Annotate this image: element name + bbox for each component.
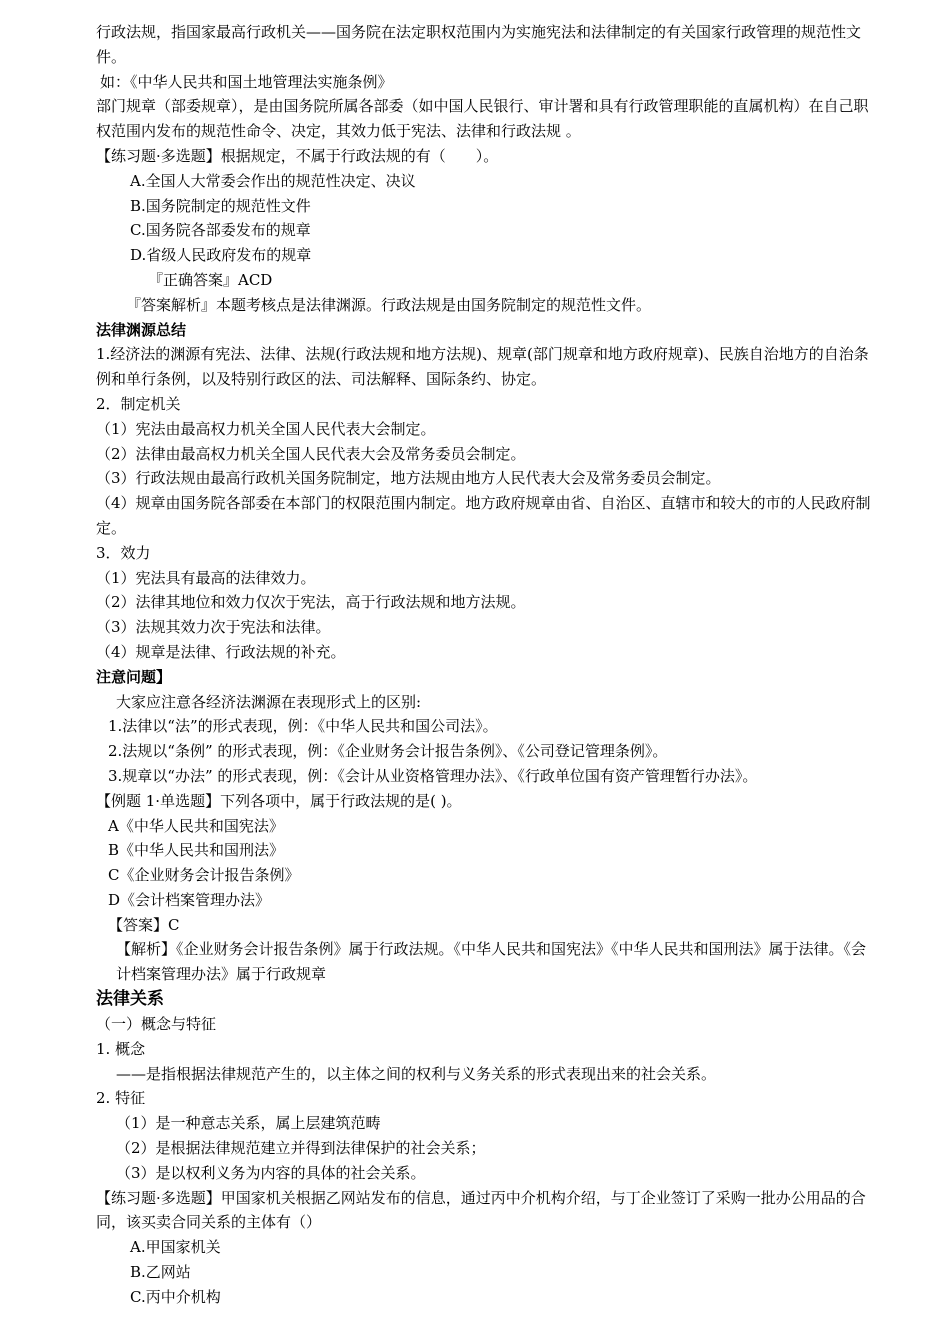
features-title: 2. 特征 [96,1089,146,1108]
summary-point-2-item: （3）行政法规由最高行政机关国务院制定，地方法规由地方人民代表大会及常务委员会制定。 [96,469,721,488]
summary-point-3-item: （2）法律其地位和效力仅次于宪法，高于行政法规和地方法规。 [96,593,526,612]
summary-point-2-title: 2．制定机关 [96,394,181,413]
feature-item: （2）是根据法律规范建立并得到法律保护的社会关系； [116,1139,486,1158]
example-option: D《会计档案管理办法》 [108,890,271,909]
example-analysis: 【解析】《企业财务会计报告条例》属于行政法规。《中华人民共和国宪法》《中华人民共和国刑法》属于法律。《会计档案管理办法》属于行政规章 [116,940,867,984]
summary-point-1: 1.经济法的渊源有宪法、法律、法规(行政法规和地方法规)、规章(部门规章和地方政府规章)、民族自治地方的自治条例和单行条例，以及特别行政区的法、司法解释、国际条约、协定。 [96,345,869,389]
exercise-answer: 『正确答案』ACD [148,270,273,289]
legal-relation-section: （一）概念与特征 [96,1015,217,1034]
admin-regulation-definition: 行政法规，指国家最高行政机关——国务院在法定职权范围内为实施宪法和法律制定的有关国家行政管理的规范性文件。 [96,23,862,66]
notes-item: 3.规章以“办法” 的形式表现，例：《会计从业资格管理办法》、《行政单位国有资产管理暂行办法》。 [108,766,758,785]
summary-title: 法律渊源总结 [96,320,187,339]
summary-point-3-item: （1）宪法具有最高的法律效力。 [96,568,316,587]
notes-item: 1.法律以“法”的形式表现，例：《中华人民共和国公司法》。 [108,717,498,736]
example-option: A《中华人民共和国宪法》 [108,816,284,835]
notes-intro: 大家应注意各经济法渊源在表现形式上的区别: [116,692,422,711]
example-question: 【例题 1·单选题】下列各项中，属于行政法规的是( )。 [96,791,462,810]
concept-text: ——是指根据法律规范产生的，以主体之间的权利与义务关系的形式表现出来的社会关系。 [116,1064,717,1083]
exercise-option: A.全国人大常委会作出的规范性决定、决议 [130,171,416,190]
summary-point-3-title: 3．效力 [96,543,151,562]
exercise-2-question: 【练习题·多选题】甲国家机关根据乙网站发布的信息，通过丙中介机构介绍，与丁企业签订了采购一批办公用品的合同，该买卖合同关系的主体有（） [96,1188,866,1232]
notes-item: 2.法规以“条例” 的形式表现，例：《企业财务会计报告条例》、《公司登记管理条例》。 [108,742,668,761]
example-option: B《中华人民共和国刑法》 [108,841,285,860]
concept-title: 1. 概念 [96,1039,146,1058]
department-rules-definition: 部门规章（部委规章），是由国务院所属各部委（如中国人民银行、审计署和具有行政管理职能的直属机构）在自己职权范围内发布的规范性命令、决定，其效力低于宪法、法律和行政法规 。 [96,97,869,141]
feature-item: （1）是一种意志关系，属上层建筑范畴 [116,1114,381,1133]
example-option: C《企业财务会计报告条例》 [108,866,300,885]
summary-point-3-item: （4）规章是法律、行政法规的补充。 [96,642,346,661]
document-page [96,20,876,1310]
exercise-option: D.省级人民政府发布的规章 [130,246,312,265]
example-answer: 【答案】C [108,915,180,934]
feature-item: （3）是以权利义务为内容的具体的社会关系。 [116,1163,426,1182]
exercise-analysis: 『答案解析』本题考核点是法律渊源。行政法规是由国务院制定的规范性文件。 [126,295,652,314]
exercise-option: B.国务院制定的规范性文件 [130,196,311,215]
notes-title: 注意问题】 [96,667,172,686]
admin-regulation-example: 如：《中华人民共和国土地管理法实施条例》 [100,72,393,91]
exercise-2-option: C.丙中介机构 [130,1287,221,1306]
exercise-question: 【练习题·多选题】根据规定，不属于行政法规的有（ ）。 [96,146,499,165]
summary-point-3-item: （3）法规其效力次于宪法和法律。 [96,618,331,637]
exercise-2-option: A.甲国家机关 [130,1238,221,1257]
summary-point-2-item: （2）法律由最高权力机关全国人民代表大会及常务委员会制定。 [96,444,526,463]
summary-point-2-item: （1）宪法由最高权力机关全国人民代表大会制定。 [96,419,436,438]
legal-relation-heading: 法律关系 [96,989,164,1010]
summary-point-2-item: （4）规章由国务院各部委在本部门的权限范围内制定。地方政府规章由省、自治区、直辖市和较大的市的人民政府制定。 [96,494,871,537]
exercise-2-option: B.乙网站 [130,1263,191,1282]
exercise-option: C.国务院各部委发布的规章 [130,221,311,240]
